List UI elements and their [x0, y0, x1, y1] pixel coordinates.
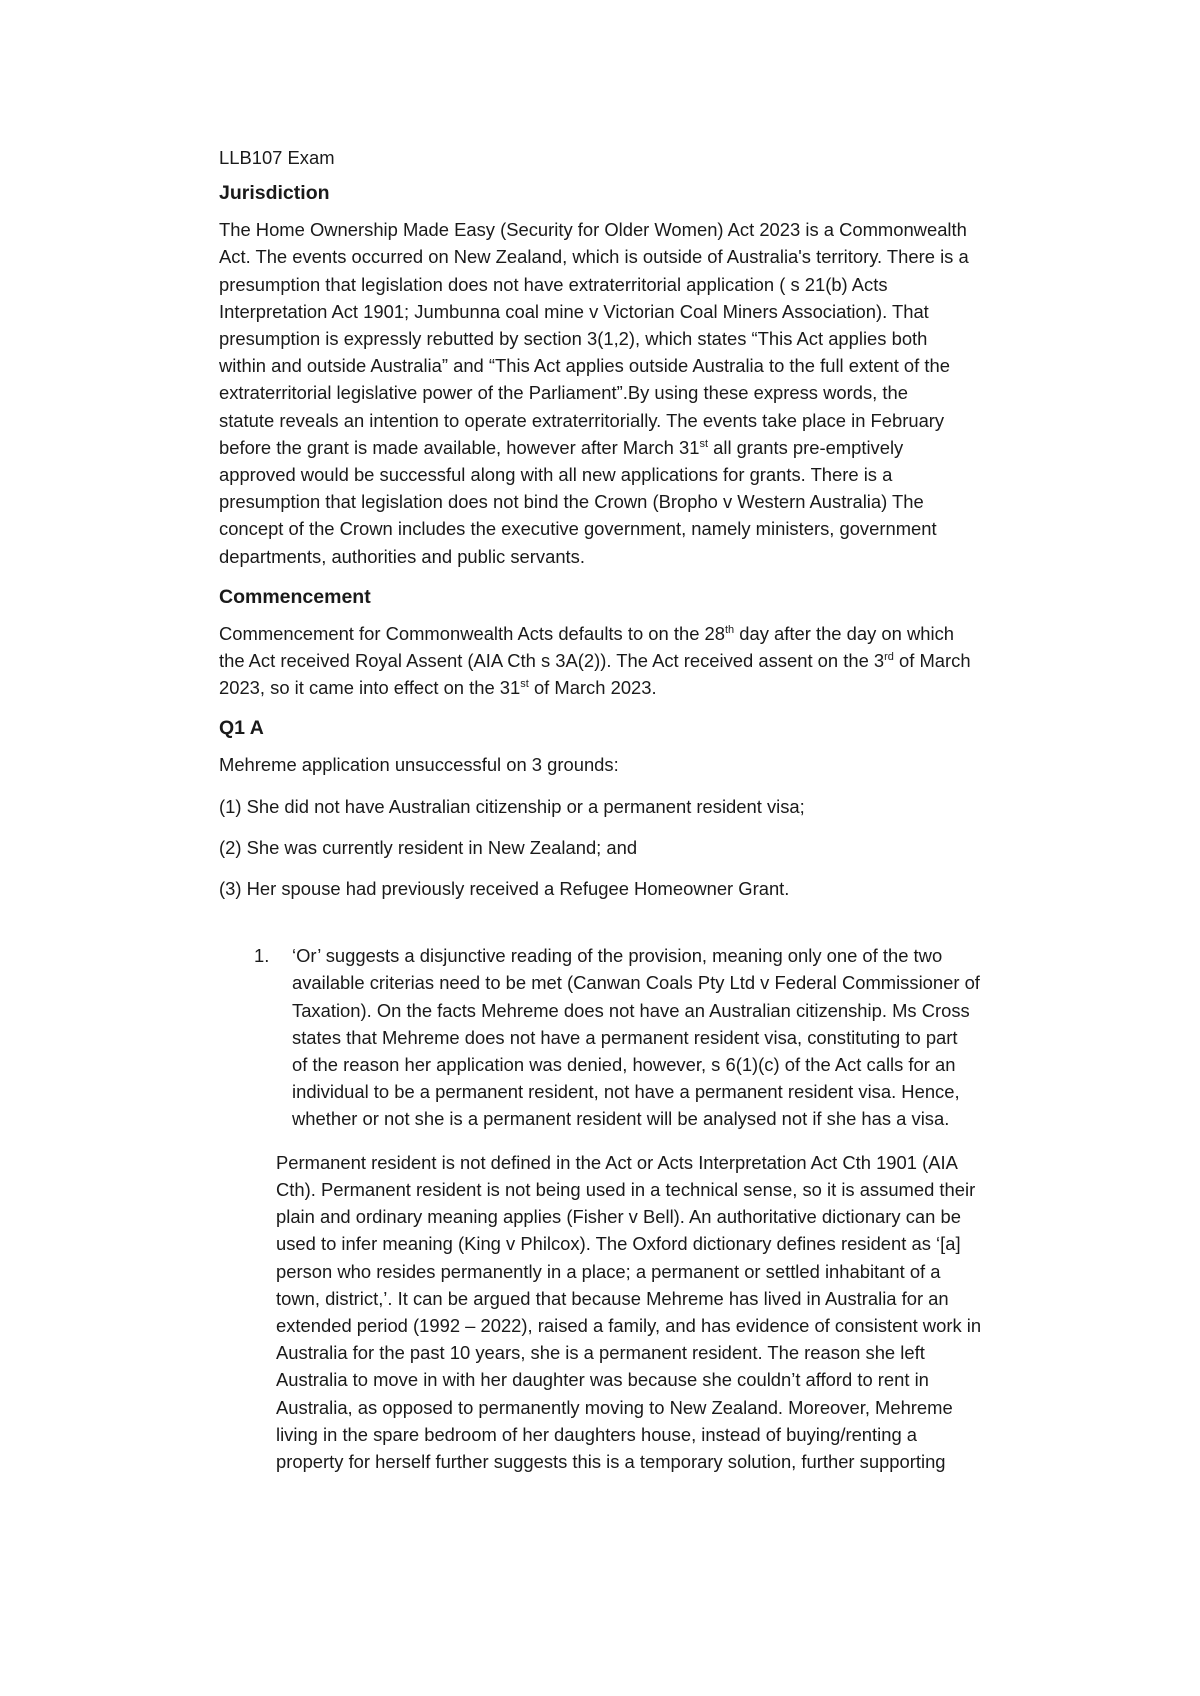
paragraph-line: concept of the Crown includes the executive government, namely ministers, government	[219, 518, 937, 540]
paragraph-line: Australia to move in with her daughter was because she couldn’t afford to rent in	[276, 1369, 929, 1391]
line-text: day after the day on which	[734, 622, 954, 644]
paragraph-line: used to infer meaning (King v Philcox). The Oxford dictionary defines resident as ‘[a]	[276, 1233, 961, 1255]
ordinal-suffix: st	[520, 678, 529, 691]
paragraph-line: plain and ordinary meaning applies (Fisher v Bell). An authoritative dictionary can be	[276, 1206, 961, 1228]
line-text: the Act received Royal Assent (AIA Cth s 3A(2)). The Act received assent on the 3	[219, 650, 885, 672]
paragraph-line	[219, 647, 1061, 674]
paragraph-line	[219, 434, 1061, 461]
heading-jurisdiction: Jurisdiction	[219, 182, 330, 205]
paragraph-line: states that Mehreme does not have a permanent resident visa, constituting to part	[292, 1026, 958, 1048]
ordinal-suffix: th	[725, 623, 735, 636]
line-text: 2023, so it came into effect on the 31	[219, 677, 521, 699]
commencement-paragraph	[219, 620, 1061, 702]
paragraph-line: whether or not she is a permanent resident will be analysed not if she has a visa.	[292, 1108, 950, 1130]
ground-item: (2) She was currently resident in New Zealand; and	[219, 836, 638, 858]
numbered-list	[219, 942, 1061, 1475]
ordinal-suffix: rd	[884, 650, 894, 663]
permanent-resident-paragraph	[219, 1149, 1061, 1475]
paragraph-line: Australia, as opposed to permanently moving to New Zealand. Moreover, Mehreme	[276, 1396, 953, 1418]
ground-item: (1) She did not have Australian citizenship or a permanent resident visa;	[219, 795, 805, 817]
paragraph-line: presumption is expressly rebutted by section 3(1,2), which states “This Act applies both	[219, 328, 928, 350]
paragraph-line: The Home Ownership Made Easy (Security for Older Women) Act 2023 is a Commonwealth	[219, 219, 967, 241]
paragraph-line: of the reason her application was denied, however, s 6(1)(c) of the Act calls for an	[292, 1054, 956, 1076]
paragraph-line: statute reveals an intention to operate extraterritorially. The events take place in February	[219, 409, 945, 431]
paragraph-line: approved would be successful along with all new applications for grants. There is a	[219, 464, 893, 486]
paragraph-line: extraterritorial legislative power of the Parliament”.By using these express words, the	[219, 382, 908, 404]
paragraph-line	[219, 620, 1061, 647]
paragraph-line: person who resides permanently in a place; a permanent or settled inhabitant of a	[276, 1260, 941, 1282]
paragraph-line: Permanent resident is not defined in the Act or Acts Interpretation Act Cth 1901 (AIA	[276, 1151, 958, 1173]
line-text: all grants pre-emptively	[708, 436, 904, 458]
jurisdiction-paragraph	[219, 216, 1061, 570]
ground-item: (3) Her spouse had previously received a Refugee Homeowner Grant.	[219, 878, 790, 900]
paragraph-line: Interpretation Act 1901; Jumbunna coal mine v Victorian Coal Miners Association). That	[219, 300, 929, 322]
paragraph-line: individual to be a permanent resident, not have a permanent resident visa. Hence,	[292, 1081, 960, 1103]
paragraph-line	[219, 674, 1061, 701]
line-text: before the grant is made available, however after March 31	[219, 436, 700, 458]
paragraph-line: presumption that legislation does not have extraterritorial application ( s 21(b) Acts	[219, 273, 888, 295]
paragraph-line: Cth). Permanent resident is not being used in a technical sense, so it is assumed their	[276, 1178, 976, 1200]
document-title: LLB107 Exam	[219, 147, 335, 168]
paragraph-line: living in the spare bedroom of her daughters house, instead of buying/renting a	[276, 1423, 918, 1445]
list-number: 1.	[254, 945, 270, 967]
paragraph-line: Taxation). On the facts Mehreme does not have an Australian citizenship. Ms Cross	[292, 999, 970, 1021]
heading-commencement: Commencement	[219, 585, 371, 608]
paragraph-line: ‘Or’ suggests a disjunctive reading of the provision, meaning only one of the two	[292, 945, 943, 967]
ordinal-suffix: st	[699, 437, 709, 450]
heading-q1a: Q1 A	[219, 717, 264, 740]
line-text: of March 2023.	[528, 677, 657, 699]
q1a-intro: Mehreme application unsuccessful on 3 grounds:	[219, 754, 619, 776]
paragraph-line: within and outside Australia” and “This Act applies outside Australia to the full extent of the	[219, 355, 950, 377]
paragraph-line: Australia for the past 10 years, she is a permanent resident. The reason she left	[276, 1342, 925, 1364]
paragraph-line: presumption that legislation does not bind the Crown (Bropho v Western Australia) The	[219, 491, 924, 513]
list-item	[219, 942, 1061, 1132]
document-page	[219, 144, 1061, 1475]
paragraph-line: departments, authorities and public servants.	[219, 545, 585, 567]
paragraph-line: extended period (1992 – 2022), raised a family, and has evidence of consistent work in	[276, 1314, 982, 1336]
line-text: of March	[893, 650, 971, 672]
paragraph-line: available criterias need to be met (Canwan Coals Pty Ltd v Federal Commissioner of	[292, 972, 980, 994]
line-text: Commencement for Commonwealth Acts defaults to on the 28	[219, 622, 725, 644]
paragraph-line: property for herself further suggests this is a temporary solution, further supporting	[276, 1450, 946, 1472]
paragraph-line: Act. The events occurred on New Zealand, which is outside of Australia's territory. There is a	[219, 246, 969, 268]
paragraph-line: town, district,’. It can be argued that because Mehreme has lived in Australia for an	[276, 1287, 949, 1309]
